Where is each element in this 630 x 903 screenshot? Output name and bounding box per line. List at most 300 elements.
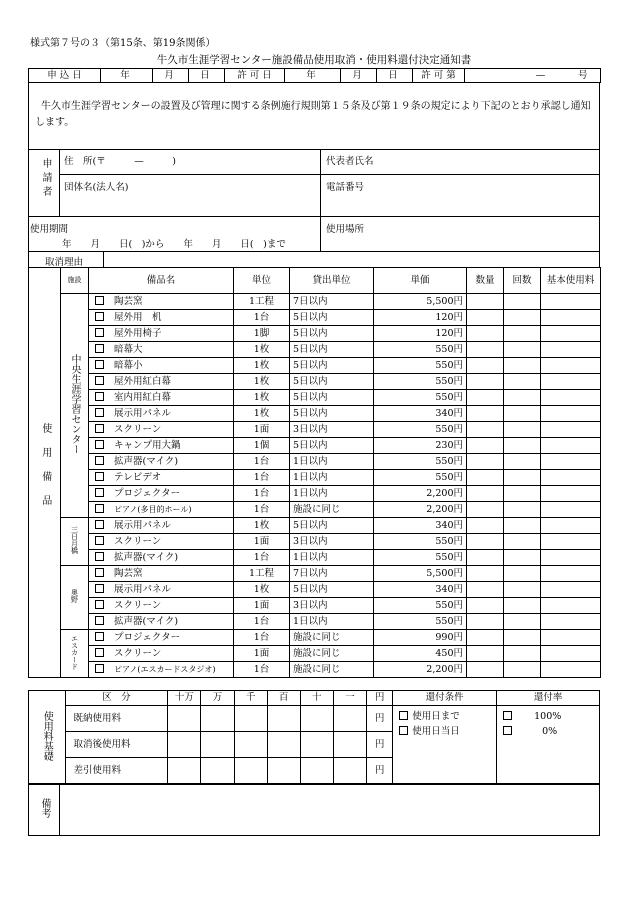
item-name: スクリーン <box>114 424 162 436</box>
facility-cell <box>61 518 89 566</box>
item-price: 550円 <box>374 422 467 438</box>
notice-text: 牛久市生涯学習センターの設置及び管理に関する条例施行規則第１５条及び第１９条の規定により下記のとおり承認し通知します。 <box>35 101 591 128</box>
phone-label: 電話番号 <box>326 182 365 193</box>
item-unit: 1枚 <box>234 406 290 422</box>
period-dates: 年 月 日( )から 年 月 日( )まで <box>62 239 286 250</box>
table-row <box>29 438 601 454</box>
item-unit: 1個 <box>234 438 290 454</box>
digit-10: 十 <box>300 691 333 706</box>
header-table <box>28 68 601 83</box>
rate-option-1[interactable] <box>503 709 599 724</box>
item-name-cell[interactable] <box>89 646 234 662</box>
facility-cell <box>61 566 89 630</box>
kubun-label: 区 分 <box>65 691 168 706</box>
item-times[interactable] <box>504 614 541 630</box>
item-qty[interactable] <box>467 630 504 646</box>
rep-name-label: 代表者氏名 <box>326 156 374 167</box>
item-name-cell[interactable] <box>89 374 234 390</box>
item-price: 120円 <box>374 310 467 326</box>
item-unit: 1台 <box>234 470 290 486</box>
item-period: 7日以内 <box>290 294 374 310</box>
checkbox-icon[interactable] <box>95 488 104 497</box>
item-period: 5日以内 <box>290 582 374 598</box>
apply-date-label: 申 込 日 <box>29 69 101 83</box>
item-unit: 1工程 <box>234 566 290 582</box>
item-qty[interactable] <box>467 374 504 390</box>
name-header: 備品名 <box>89 268 234 294</box>
item-base-fee[interactable] <box>541 374 601 390</box>
item-qty[interactable] <box>467 326 504 342</box>
item-unit: 1枚 <box>234 358 290 374</box>
item-name-cell[interactable] <box>89 518 234 534</box>
items-side-label: 使用備品 <box>39 423 51 520</box>
item-times[interactable] <box>504 662 541 678</box>
item-unit: 1脚 <box>234 326 290 342</box>
checkbox-icon[interactable] <box>95 376 104 385</box>
item-name: スクリーン <box>114 600 162 612</box>
address-label: 住 所(〒 — ) <box>64 156 176 167</box>
item-name: 拡声器(マイク) <box>114 456 179 468</box>
item-times[interactable] <box>504 518 541 534</box>
checkbox-icon[interactable] <box>399 711 408 720</box>
table-row <box>29 294 601 310</box>
checkbox-icon[interactable] <box>95 312 104 321</box>
item-times[interactable] <box>504 390 541 406</box>
permit-day: 日 <box>377 69 413 83</box>
item-name: ピアノ(多目的ホール) <box>114 505 192 515</box>
item-name-cell[interactable] <box>89 502 234 518</box>
item-qty[interactable] <box>467 454 504 470</box>
remarks-label: 備考 <box>39 798 50 818</box>
facility-name: 三日月橋 <box>70 526 79 555</box>
checkbox-icon[interactable] <box>95 360 104 369</box>
item-base-fee[interactable] <box>541 326 601 342</box>
permit-date-label: 許 可 日 <box>225 69 285 83</box>
item-period: 5日以内 <box>290 310 374 326</box>
item-base-fee[interactable] <box>541 406 601 422</box>
item-base-fee[interactable] <box>541 582 601 598</box>
checkbox-icon[interactable] <box>95 616 104 625</box>
item-name: キャンプ用大鍋 <box>114 440 181 452</box>
item-period: 1日以内 <box>290 550 374 566</box>
item-price: 990円 <box>374 630 467 646</box>
item-qty[interactable] <box>467 390 504 406</box>
item-base-fee[interactable] <box>541 614 601 630</box>
fee-row-diff: 差引使用料 <box>65 758 168 784</box>
item-name-cell[interactable] <box>89 406 234 422</box>
item-price: 450円 <box>374 646 467 662</box>
item-unit: 1面 <box>234 598 290 614</box>
item-unit: 1枚 <box>234 390 290 406</box>
checkbox-icon[interactable] <box>95 424 104 433</box>
notice-box <box>28 82 600 150</box>
fee-row-after: 取消後使用料 <box>65 732 168 758</box>
item-unit: 1枚 <box>234 342 290 358</box>
item-times[interactable] <box>504 358 541 374</box>
item-name-cell[interactable] <box>89 582 234 598</box>
item-times[interactable] <box>504 454 541 470</box>
item-qty[interactable] <box>467 470 504 486</box>
item-name: 屋外用 机 <box>114 312 162 324</box>
item-base-fee[interactable] <box>541 598 601 614</box>
period-header: 貸出単位 <box>290 268 374 294</box>
item-price: 550円 <box>374 454 467 470</box>
item-name: プロジェクター <box>114 632 181 644</box>
yen-header: 円 <box>366 691 392 706</box>
item-qty[interactable] <box>467 518 504 534</box>
checkbox-icon[interactable] <box>95 568 104 577</box>
cond-option-1[interactable] <box>399 709 496 724</box>
item-qty[interactable] <box>467 566 504 582</box>
item-price: 550円 <box>374 470 467 486</box>
item-unit: 1面 <box>234 646 290 662</box>
org-name-label: 団体名(法人名) <box>64 182 129 193</box>
cond-option-2[interactable] <box>399 724 496 739</box>
form-number: 様式第７号の３（第15条、第19条関係） <box>30 38 216 49</box>
item-times[interactable] <box>504 326 541 342</box>
item-name-cell[interactable] <box>89 422 234 438</box>
item-base-fee[interactable] <box>541 422 601 438</box>
item-base-fee[interactable] <box>541 630 601 646</box>
item-period: 5日以内 <box>290 342 374 358</box>
checkbox-icon[interactable] <box>95 584 104 593</box>
item-period: 7日以内 <box>290 566 374 582</box>
item-period: 施設に同じ <box>290 646 374 662</box>
items-side-cell <box>29 268 61 678</box>
item-name-cell[interactable] <box>89 454 234 470</box>
item-name: 陶芸窯 <box>114 568 143 580</box>
item-base-fee[interactable] <box>541 454 601 470</box>
item-price: 5,500円 <box>374 294 467 310</box>
item-qty[interactable] <box>467 438 504 454</box>
item-period: 5日以内 <box>290 518 374 534</box>
facility-name: エスカード <box>70 634 79 670</box>
table-row <box>29 614 601 630</box>
item-period: 施設に同じ <box>290 502 374 518</box>
applicant-side-label: 申請者 <box>40 158 51 200</box>
item-price: 5,500円 <box>374 566 467 582</box>
item-base-fee[interactable] <box>541 662 601 678</box>
refund-cond-label: 還付条件 <box>393 691 497 706</box>
table-row <box>29 326 601 342</box>
item-name-cell[interactable] <box>89 630 234 646</box>
item-unit: 1台 <box>234 486 290 502</box>
item-name: 展示用パネル <box>114 520 172 532</box>
item-base-fee[interactable] <box>541 534 601 550</box>
digit-100k: 十万 <box>168 691 201 706</box>
checkbox-icon[interactable] <box>95 472 104 481</box>
fee-row-paid-yen: 円 <box>366 706 392 732</box>
facility-cell <box>61 294 89 518</box>
facility-header: 施設 <box>61 268 89 294</box>
item-qty[interactable] <box>467 486 504 502</box>
table-row <box>29 550 601 566</box>
item-price: 550円 <box>374 598 467 614</box>
table-row <box>29 566 601 582</box>
checkbox-icon[interactable] <box>95 440 104 449</box>
item-name: 屋外用椅子 <box>114 328 162 340</box>
item-price: 340円 <box>374 582 467 598</box>
item-price: 550円 <box>374 374 467 390</box>
item-name-cell[interactable] <box>89 614 234 630</box>
fee-side-cell <box>29 691 66 784</box>
item-unit: 1面 <box>234 534 290 550</box>
checkbox-icon[interactable] <box>95 408 104 417</box>
period-label: 使用期間 <box>30 224 69 235</box>
item-name: 拡声器(マイク) <box>114 616 179 628</box>
item-unit: 1面 <box>234 422 290 438</box>
item-qty[interactable] <box>467 582 504 598</box>
item-times[interactable] <box>504 486 541 502</box>
item-qty[interactable] <box>467 550 504 566</box>
table-row <box>29 502 601 518</box>
item-name-cell[interactable] <box>89 470 234 486</box>
checkbox-icon[interactable] <box>95 600 104 609</box>
item-period: 5日以内 <box>290 438 374 454</box>
rate-label-2: 0% <box>542 726 558 737</box>
item-name: 陶芸窯 <box>114 296 143 308</box>
digit-10k: 万 <box>201 691 234 706</box>
item-name: 展示用パネル <box>114 584 172 596</box>
qty-header: 数量 <box>467 268 504 294</box>
table-row <box>29 646 601 662</box>
item-unit: 1台 <box>234 454 290 470</box>
item-times[interactable] <box>504 310 541 326</box>
item-times[interactable] <box>504 566 541 582</box>
item-price: 230円 <box>374 438 467 454</box>
item-name-cell[interactable] <box>89 550 234 566</box>
table-row <box>29 342 601 358</box>
item-qty[interactable] <box>467 598 504 614</box>
place-label: 使用場所 <box>326 224 365 235</box>
checkbox-icon[interactable] <box>95 504 104 513</box>
item-unit: 1台 <box>234 502 290 518</box>
item-qty[interactable] <box>467 342 504 358</box>
item-base-fee[interactable] <box>541 390 601 406</box>
checkbox-icon[interactable] <box>503 726 512 735</box>
item-unit: 1台 <box>234 310 290 326</box>
table-row <box>29 582 601 598</box>
item-name-cell[interactable] <box>89 598 234 614</box>
table-row <box>29 310 601 326</box>
item-base-fee[interactable] <box>541 486 601 502</box>
item-name-cell[interactable] <box>89 342 234 358</box>
item-times[interactable] <box>504 630 541 646</box>
permit-year: 年 <box>285 69 341 83</box>
item-times[interactable] <box>504 438 541 454</box>
item-name: プロジェクター <box>114 488 181 500</box>
digit-1k: 千 <box>234 691 267 706</box>
item-qty[interactable] <box>467 662 504 678</box>
item-qty[interactable] <box>467 646 504 662</box>
items-table <box>28 267 601 678</box>
item-base-fee[interactable] <box>541 310 601 326</box>
item-base-fee[interactable] <box>541 438 601 454</box>
permit-no-label: 許 可 第 <box>413 69 465 83</box>
item-name: 暗幕大 <box>114 344 143 356</box>
table-row <box>29 470 601 486</box>
table-row <box>29 390 601 406</box>
item-times[interactable] <box>504 502 541 518</box>
cond-label-2: 使用日当日 <box>412 726 460 737</box>
facility-name: 中央生涯学習センター <box>69 354 80 455</box>
item-price: 340円 <box>374 406 467 422</box>
item-base-fee[interactable] <box>541 358 601 374</box>
item-name: スクリーン <box>114 536 162 548</box>
item-name-cell[interactable] <box>89 662 234 678</box>
item-price: 550円 <box>374 342 467 358</box>
item-qty[interactable] <box>467 502 504 518</box>
table-row <box>29 630 601 646</box>
fee-row-after-yen: 円 <box>366 732 392 758</box>
rate-option-2[interactable] <box>503 724 599 739</box>
item-name-cell[interactable] <box>89 310 234 326</box>
item-name: 屋外用紅白幕 <box>114 376 172 388</box>
facility-name: 奥野 <box>70 589 79 604</box>
item-times[interactable] <box>504 550 541 566</box>
item-period: 1日以内 <box>290 470 374 486</box>
item-base-fee[interactable] <box>541 470 601 486</box>
item-times[interactable] <box>504 294 541 310</box>
base-fee-header: 基本使用料 <box>541 268 601 294</box>
item-name: ピアノ(エスカードスタジオ) <box>114 665 216 675</box>
item-period: 5日以内 <box>290 326 374 342</box>
cancel-reason-row <box>28 251 600 268</box>
item-times[interactable] <box>504 534 541 550</box>
checkbox-icon[interactable] <box>95 536 104 545</box>
item-times[interactable] <box>504 406 541 422</box>
item-base-fee[interactable] <box>541 294 601 310</box>
item-unit: 1枚 <box>234 518 290 534</box>
item-times[interactable] <box>504 422 541 438</box>
item-times[interactable] <box>504 598 541 614</box>
item-times[interactable] <box>504 470 541 486</box>
permit-go: 号 <box>569 69 601 83</box>
fee-table <box>28 690 600 784</box>
checkbox-icon[interactable] <box>95 664 104 673</box>
item-qty[interactable] <box>467 358 504 374</box>
item-qty[interactable] <box>467 294 504 310</box>
times-header: 回数 <box>504 268 541 294</box>
rate-label-1: 100% <box>534 711 562 722</box>
table-row <box>29 374 601 390</box>
fee-side-label: 使用料基礎 <box>41 710 53 761</box>
item-base-fee[interactable] <box>541 342 601 358</box>
digit-100: 百 <box>267 691 300 706</box>
table-row <box>29 662 601 678</box>
item-times[interactable] <box>504 342 541 358</box>
table-row <box>29 406 601 422</box>
checkbox-icon[interactable] <box>95 392 104 401</box>
item-name-cell[interactable] <box>89 566 234 582</box>
checkbox-icon[interactable] <box>95 552 104 561</box>
item-price: 550円 <box>374 390 467 406</box>
checkbox-icon[interactable] <box>399 726 408 735</box>
item-unit: 1台 <box>234 614 290 630</box>
item-unit: 1工程 <box>234 294 290 310</box>
item-name: 室内用紅白幕 <box>114 392 172 404</box>
item-unit: 1台 <box>234 662 290 678</box>
table-row <box>29 422 601 438</box>
apply-year: 年 <box>101 69 153 83</box>
item-times[interactable] <box>504 646 541 662</box>
checkbox-icon[interactable] <box>503 711 512 720</box>
item-price: 550円 <box>374 550 467 566</box>
item-name: テレビデオ <box>114 472 162 484</box>
item-period: 1日以内 <box>290 614 374 630</box>
item-qty[interactable] <box>467 614 504 630</box>
item-price: 2,200円 <box>374 486 467 502</box>
item-base-fee[interactable] <box>541 646 601 662</box>
item-name-cell[interactable] <box>89 326 234 342</box>
checkbox-icon[interactable] <box>95 328 104 337</box>
item-period: 1日以内 <box>290 454 374 470</box>
item-price: 550円 <box>374 358 467 374</box>
checkbox-icon[interactable] <box>95 632 104 641</box>
item-unit: 1枚 <box>234 582 290 598</box>
item-name-cell[interactable] <box>89 534 234 550</box>
item-qty[interactable] <box>467 406 504 422</box>
table-row <box>29 454 601 470</box>
item-qty[interactable] <box>467 422 504 438</box>
apply-month: 月 <box>153 69 189 83</box>
table-row <box>29 486 601 502</box>
item-times[interactable] <box>504 374 541 390</box>
cancel-reason-label: 取消理由 <box>45 257 84 268</box>
item-times[interactable] <box>504 582 541 598</box>
item-price: 340円 <box>374 518 467 534</box>
item-name: スクリーン <box>114 648 162 660</box>
item-period: 5日以内 <box>290 374 374 390</box>
item-name-cell[interactable] <box>89 390 234 406</box>
item-price: 550円 <box>374 614 467 630</box>
item-base-fee[interactable] <box>541 518 601 534</box>
table-row <box>29 598 601 614</box>
item-period: 1日以内 <box>290 486 374 502</box>
refund-conditions <box>393 706 497 784</box>
item-price: 120円 <box>374 326 467 342</box>
item-base-fee[interactable] <box>541 566 601 582</box>
checkbox-icon[interactable] <box>95 520 104 529</box>
checkbox-icon[interactable] <box>95 296 104 305</box>
item-period: 5日以内 <box>290 406 374 422</box>
item-period: 施設に同じ <box>290 630 374 646</box>
item-name: 暗幕小 <box>114 360 143 372</box>
checkbox-icon[interactable] <box>95 648 104 657</box>
item-name-cell[interactable] <box>89 358 234 374</box>
item-name-cell[interactable] <box>89 438 234 454</box>
fee-row-paid: 既納使用料 <box>65 706 168 732</box>
refund-rate-label: 還付率 <box>497 691 600 706</box>
item-unit: 1台 <box>234 630 290 646</box>
item-base-fee[interactable] <box>541 502 601 518</box>
item-unit: 1台 <box>234 550 290 566</box>
table-row <box>29 358 601 374</box>
permit-no-a <box>465 69 513 83</box>
item-name-cell[interactable] <box>89 294 234 310</box>
item-price: 2,200円 <box>374 502 467 518</box>
checkbox-icon[interactable] <box>95 344 104 353</box>
item-base-fee[interactable] <box>541 550 601 566</box>
item-name-cell[interactable] <box>89 486 234 502</box>
item-price: 550円 <box>374 534 467 550</box>
checkbox-icon[interactable] <box>95 456 104 465</box>
item-qty[interactable] <box>467 534 504 550</box>
cond-label-1: 使用日まで <box>412 711 460 722</box>
item-period: 3日以内 <box>290 422 374 438</box>
remarks-box <box>28 784 600 836</box>
item-qty[interactable] <box>467 310 504 326</box>
